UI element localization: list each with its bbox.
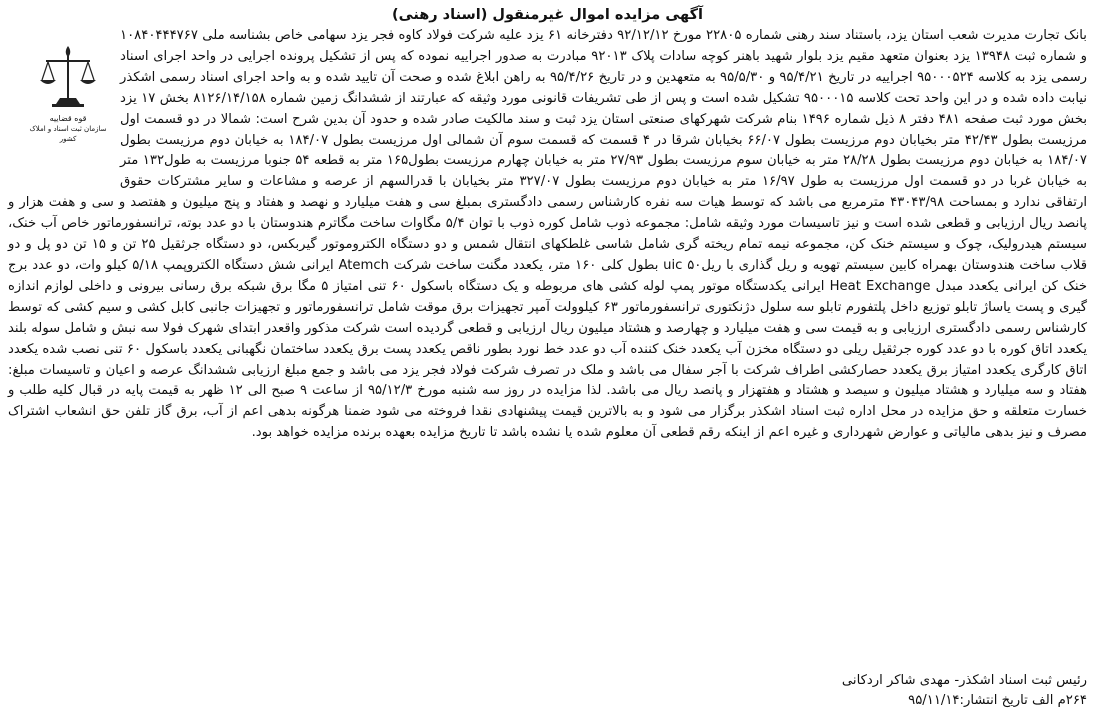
notice-title: آگهی مزایده اموال غیرمنقول (اسناد رهنی) xyxy=(392,7,703,23)
scales-of-justice-icon xyxy=(38,42,98,112)
notice-footer xyxy=(8,671,1087,711)
logo-caption-bottom: سازمان ثبت اسناد و املاک کشور xyxy=(29,125,107,143)
judiciary-logo xyxy=(22,42,114,143)
logo-caption-top: قوه قضاییه xyxy=(49,114,87,123)
publication-info: ۲۶۴م الف تاریخ انتشار:۹۵/۱۱/۱۴ xyxy=(908,693,1087,708)
signature-line: رئیس ثبت اسناد اشکذر- مهدی شاکر اردکانی xyxy=(841,673,1087,688)
notice-body xyxy=(8,26,1087,444)
notice-body-text: بانک تجارت مدیرت شعب استان یزد، باستناد سند رهنی شماره ۲۲۸۰۵ مورخ ۹۲/۱۲/۱۲ دفترخانه ۶۱ یزد علیه شرکت فولاد کاوه فجر یزد سهامی خاص بشناسه ملی ۱۰۸۴۰۴۴۴۷۶۷ و شماره ثبت ۱۳۹۴۸ یزد بعنوان متعهد مقیم یزد بلوار شهید باهنر کوچه سادات پلاک ۹۲۰۱۳ مبادرت به صدور اجراییه نموده که پس از تشکیل پرونده اجرایی در واحد اجرای اسناد رسمی یزد به کلاسه ۹۵۰۰۰۵۲۴ اجراییه در تاریخ ۹۵/۴/۲۱ و ۹۵/۵/۳۰ به متعهدین و در تاریخ ۹۵/۴/۲۶ به راهن ابلاغ شده و صحت آن تایید شده و به واحد اجرای اسناد رسمی اشکذر نیابت داده شده و در این واحد تحت کلاسه ۹۵۰۰۰۱۵ تشکیل شده است و پس از طی تشریفات قانونی مورد وثیقه که عبارتند از ششدانگ زمین شماره ۸۱۲۶/۱۴/۱۵۸ بخش ۱۷ یزد بخش مورد ثبت صفحه ۴۸۱ دفتر ۸ ذیل شماره ۱۴۹۶ بنام شرکت شهرکهای صنعتی استان یزد ثبت و سند مالکیت صادر شده و حدود آن بدین شرح است: شمالا در دو قسمت اول مرزیست بطول ۴۲/۴۳ متر بخیابان دوم مرزیست بطول ۶۶/۰۷ بخیابان شرقا در ۴ قسمت که قسمت سوم آن شمالی اول مرزیست بطول ۱۸۴/۰۷ به خیابان دوم مرزیست بطول ۱۸۴/۰۷ به خیابان دوم مرزیست بطول ۲۸/۲۸ متر به خیابان سوم مرزیست بطول ۲۷/۹۳ متر به خیابان چهارم مرزیست بطول۱۶۵ متر به قطعه ۵۴ جنوبا مرزیست به طول۱۳۲ متر به خیابان غربا در دو قسمت اول مرزیست به طول ۱۶/۹۷ متر به خیابان دوم مرزیست بطول ۳۲۷/۰۷ متر بخیابان با قدرالسهم از عرصه و مشاعات و سایر مشترکات حقوق ارتفاقی ندارد و بمساحت ۴۳۰۴۳/۹۸ مترمربع می باشد که توسط هیات سه نفره کارشناس رسمی دادگستری بمبلغ سی و هفت میلیارد و نهصد و هفتاد و پنج میلیون و هفتصد و سی و هفت هزار و پانصد ریال ارزیابی و قطعی شده است و نیز تاسیسات مورد وثیقه شامل: مجموعه ذوب شامل کوره ذوب با توان ۵/۴ مگاوات ساخت مگاترم هندوستان با دو عدد بوته، ترانسفورماتور خاص آب خنک، سیستم هیدرولیک، چوک و سیستم خنک کن، مجموعه نیمه تمام ریخته گری شامل شاسی غلطکهای انتقال شمس و دو دستگاه الکتروموتور گیربکس، دو دستگاه جرثقیل ۲۵ تن و ۱۵ تن دو پل و دو قلاب ساخت هندوستان بهمراه کابین سیستم تهویه و ریل گذاری با ریل۵۰ uic بطول کلی ۱۶۰ متر، یکعدد مگنت ساخت شرکت Atemch ایرانی شش دستگاه الکتروپمپ ۵/۱۸ کیلو وات، دو عدد برج خنک کن ایرانی یکعدد مبدل Heat Exchange ایرانی یکدستگاه موتور پمپ لوله کشی های مربوطه و یک دستگاه باسکول ۶۰ تنی امتیاز ۵ مگا برق شبکه برق رسانی بیرونی و داخلی لوازم اندازه گیری و پست یاساژ تابلو توزیع داخل پلتفورم تابلو سه سلول دژنکتوری ترانسفورماتور ۶۳ کیلوولت آمپر تجهیزات برق موقت شامل ترانسفورماتور و تجهیزات جانبی کابل کشی و سیم کشی که توسط کارشناس رسمی دادگستری ارزیابی و به قیمت سی و هفت میلیارد و چهارصد و هشتاد میلیون ریال ارزیابی و قطعی گردیده است شرکت مذکور واقعدر ابتدای شهرک فولا سه نبش و شامل سوله بلند یکعدد اتاق کوره با دو عدد کوره جرثقیل ریلی دو دستگاه مخزن آب یکعدد خنک کننده آب دو عدد خط نورد بطور ناقص یکعدد پست برق یکعدد ساختمان نگهبانی یکعدد باسکول ۶۰ تنی نصب شده یکعدد اتاق کارگری یکعدد امتیاز برق یکعدد حصارکشی اطراف شرکت با آجر سفال می باشد و ملک در تصرف شرکت فولاد فجر یزد می باشد و جمع مبلغ ارزیابی ششدانگ عرصه و اعیان و تاسیسات مبلغ: هفتاد و سه میلیارد و هشتاد میلیون و سیصد و هشتاد و هفتهزار و پانصد ریال می باشد. لذا مزایده در روز سه شنبه مورخ ۹۵/۱۲/۳ از ساعت ۹ صبح الی ۱۲ ظهر به قیمت پایه در قبال کلیه طلب و خسارت متعلقه و حق مزایده در محل اداره ثبت اسناد اشکذر برگزار می شود و به بالاترین قیمت پیشنهادی نقدا فروخته می شود ضمنا هرگونه بدهی اعم از آب، برق گاز تلفن حق انشعاب اشتراک مصرف و نیز بدهی مالیاتی و عوارض شهرداری و غیره اعم از اینکه رقم قطعی آن معلوم شده یا نشده باشد تا تاریخ مزایده بعهده برنده مزایده خواهد بود. xyxy=(8,28,1088,441)
